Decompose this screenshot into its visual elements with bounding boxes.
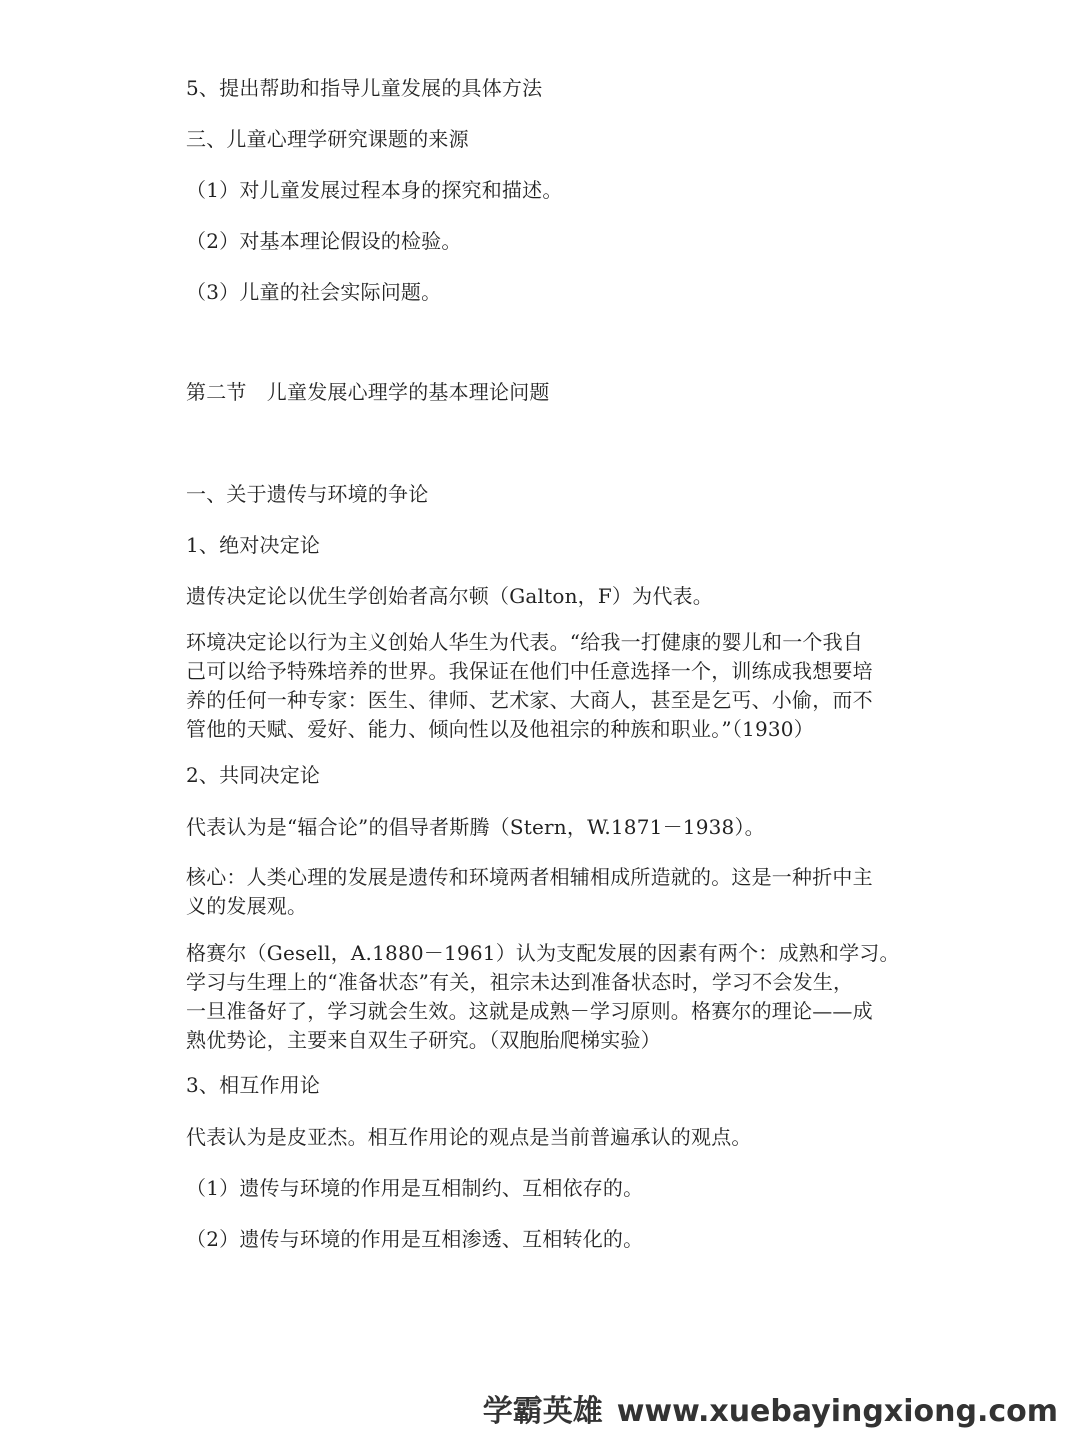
footer-url: www.xuebayingxiong.com — [616, 1394, 1058, 1429]
heading-co-determinism: 2、共同决定论 — [186, 763, 321, 787]
list-item-source-1: （1）对儿童发展过程本身的探究和描述。 — [186, 178, 563, 202]
paragraph-gesell-line: 格赛尔（Gesell，A.1880－1961）认为支配发展的因素有两个：成熟和学习。 — [186, 941, 900, 965]
paragraph-gesell — [186, 939, 900, 1055]
paragraph-core — [186, 863, 886, 921]
heading-interactionism: 3、相互作用论 — [186, 1073, 321, 1097]
paragraph-watson-line: 养的任何一种专家：医生、律师、艺术家、大商人，甚至是乞丐、小偷，而不 — [186, 688, 873, 712]
paragraph-core-line: 核心：人类心理的发展是遗传和环境两者相辅相成所造就的。这是一种折中主 — [186, 865, 873, 889]
paragraph-galton: 遗传决定论以优生学创始者高尔顿（Galton，F）为代表。 — [186, 584, 713, 608]
list-item-method: 5、提出帮助和指导儿童发展的具体方法 — [186, 76, 543, 100]
paragraph-gesell-line: 熟优势论，主要来自双生子研究。（双胞胎爬梯实验） — [186, 1028, 661, 1052]
paragraph-piaget: 代表认为是皮亚杰。相互作用论的观点是当前普遍承认的观点。 — [186, 1125, 752, 1149]
section-title: 第二节 儿童发展心理学的基本理论问题 — [186, 380, 550, 404]
list-item-interaction-1: （1）遗传与环境的作用是互相制约、互相依存的。 — [186, 1176, 644, 1200]
heading-absolute-determinism: 1、绝对决定论 — [186, 533, 321, 557]
footer-brand: 学霸英雄 — [482, 1394, 603, 1429]
paragraph-watson-line: 环境决定论以行为主义创始人华生为代表。“给我一打健康的婴儿和一个我自 — [186, 630, 864, 654]
footer-watermark — [483, 1386, 1058, 1430]
list-item-source-3: （3）儿童的社会实际问题。 — [186, 280, 442, 304]
paragraph-stern: 代表认为是“辐合论”的倡导者斯腾（Stern，W.1871－1938）。 — [186, 815, 765, 839]
paragraph-watson — [186, 628, 886, 744]
paragraph-watson-line: 管他的天赋、爱好、能力、倾向性以及他祖宗的种族和职业。”（1930） — [186, 717, 814, 741]
list-item-interaction-2: （2）遗传与环境的作用是互相渗透、互相转化的。 — [186, 1227, 644, 1251]
heading-heredity-environment: 一、关于遗传与环境的争论 — [186, 482, 429, 506]
paragraph-gesell-line: 学习与生理上的“准备状态”有关，祖宗未达到准备状态时，学习不会发生， — [186, 970, 854, 994]
paragraph-gesell-line: 一旦准备好了，学习就会生效。这就是成熟－学习原则。格赛尔的理论——成 — [186, 999, 873, 1023]
heading-topic-sources: 三、儿童心理学研究课题的来源 — [186, 127, 469, 151]
list-item-source-2: （2）对基本理论假设的检验。 — [186, 229, 462, 253]
paragraph-watson-line: 己可以给予特殊培养的世界。我保证在他们中任意选择一个，训练成我想要培 — [186, 659, 873, 683]
paragraph-core-line: 义的发展观。 — [186, 894, 308, 918]
